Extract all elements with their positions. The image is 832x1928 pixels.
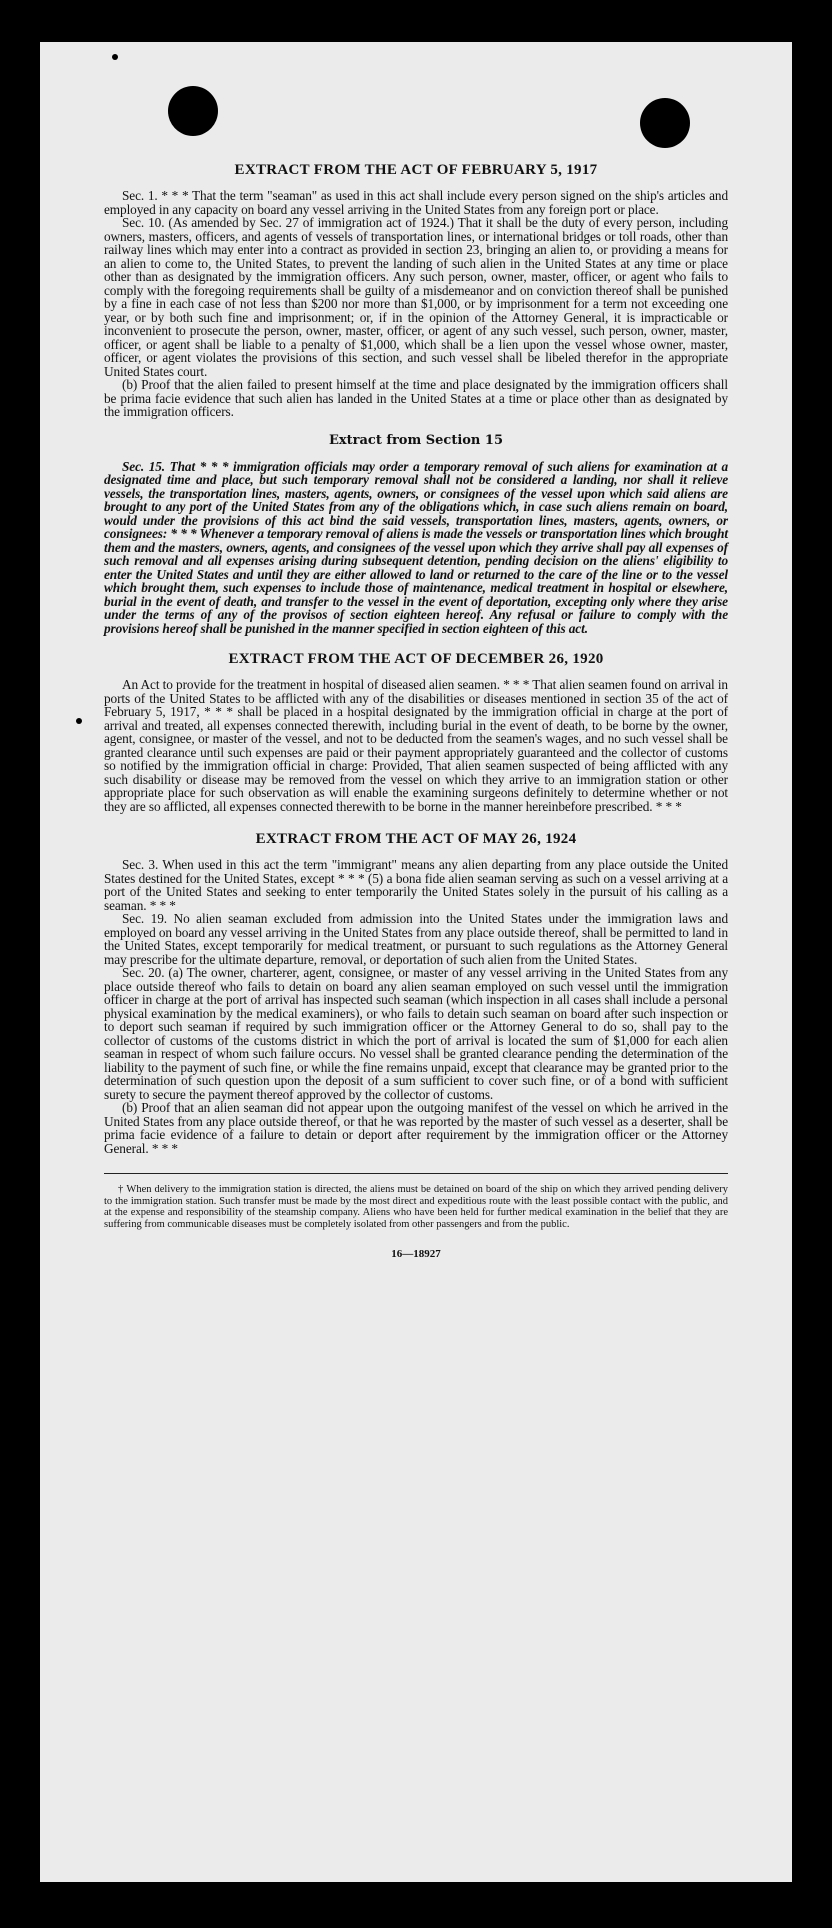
- section-15-text: Sec. 15. That * * * immigration officials may order a temporary removal of such aliens for examination at a designated time and place, but such temporary removal shall not be considered a landing, nor shall it relieve vessels, the transportation lines, masters, agents, owners, or consignees of the vessel upon which said aliens are brought to any port of the United States from any of the obligations which, in case such aliens remain on board, would under the provisions of this act bind the said vessels, transportation lines, masters, agents, owners, or consignees: * * * Whenever a temporary removal of aliens is made the vessels or transportation lines which brought them and the masters, owners, agents, and consignees of the vessel upon which they arrive shall pay all expenses of such removal and all expenses arising during subsequent detention, pending decision on the aliens' eligibility to enter the United States and until they are either allowed to land or returned to the care of the line or to the vessel which brought them, such expenses to include those of maintenance, medical treatment in hospital or elsewhere, burial in the event of death, and transfer to the vessel in the event of deportation, excepting only where they arise under the terms of any of the provisos of section eighteen hereof. Any refusal or failure to comply with the provisions hereof shall be punished in the manner specified in section eighteen of this act.: [104, 458, 728, 636]
- act-1920-text: An Act to provide for the treatment in hospital of diseased alien seamen. * * * That alien seamen found on arrival in ports of the United States to be afflicted with any of the disabilities or diseases mentioned in section 35 of the act of February 5, 1917, * * * shall be placed in a hospital designated by the immigration official in charge at the port of arrival and treated, all expenses connected therewith, including burial in the event of death, to be borne by the owner, agent, consignee, or master of the vessel, and not to be deducted from the seamen's wages, and no such vessel shall be granted clearance until such expenses are paid or their payment appropriately guaranteed and the collector of customs so notified by the immigration official in charge: Provided, That alien seamen suspected of being afflicted with any such disability or disease may be removed from the vessel on which they arrive to an immigration station or other appropriate place for such observation as will enable the examining surgeons definitely to determine whether or not they are so afflicted, all expenses connected therewith to be borne in the manner hereinbefore prescribed. * * *: [104, 677, 728, 814]
- heading-act-1920: EXTRACT FROM THE ACT OF DECEMBER 26, 1920: [228, 651, 604, 667]
- section-10-text: Sec. 10. (As amended by Sec. 27 of immigration act of 1924.) That it shall be the duty of every person, including owners, masters, officers, and agents of vessels of transportation lines, or international bridges or toll roads, other than railway lines which may enter into a contract as provided in section 23, bringing an alien to, or providing a means for an alien to come to, the United States, to prevent the landing of such alien in the United States at any time or place other than as designated by the immigration officers. Any such person, owner, master, officer, or agent who fails to comply with the foregoing requirements shall be guilty of a misdemeanor and on conviction thereof shall be punished by a fine in each case of not less than $200 nor more than $1,000, or by imprisonment for a term not exceeding one year, or by both such fine and imprisonment; or, if in the opinion of the Attorney General, it is impracticable or inconvenient to prosecute the person, owner, master, officer, or agent of any such vessel, such person, owner, master, officer, or agent shall be liable to a penalty of $1,000, which shall be a lien upon the vessel whose owner, master, officer, or agent violates the provisions of this section, and such vessel shall be libeled therefor in the appropriate United States court.: [104, 215, 728, 379]
- section-19-text: Sec. 19. No alien seaman excluded from admission into the United States under the immigration laws and employed on board any vessel arriving in the United States from any place outside thereof, shall be permitted to land in the United States, except temporarily for medical treatment, or pursuant to such regulations as the Attorney General may prescribe for the ultimate departure, removal, or deportation of such alien from the United States.: [104, 911, 728, 967]
- form-number: 16—18927: [391, 1248, 441, 1260]
- section-1-text: Sec. 1. * * * That the term "seaman" as used in this act shall include every person signed on the ship's articles and employed in any capacity on board any vessel arriving in the United States from any foreign port or place.: [104, 188, 728, 217]
- speck: [76, 718, 82, 724]
- punch-hole: [640, 98, 690, 148]
- heading-act-1917: EXTRACT FROM THE ACT OF FEBRUARY 5, 1917: [234, 162, 598, 178]
- heading-section-15: Extract from Section 15: [328, 432, 504, 448]
- footnote: † When delivery to the immigration station is directed, the aliens must be detained on board of the ship on which they arrived pending delivery to the immigration station. Such transfer must be made by the most direct and expeditious route with the least possible contact with the public, and at the expense and responsibility of the steamship company. Aliens who have been held for further medical examination in the belief that they are suffering from communicable diseases must be completely isolated from other passengers and from the public.: [104, 1184, 728, 1230]
- section-20b-text: (b) Proof that an alien seaman did not appear upon the outgoing manifest of the vessel on which he arrived in the United States from any place outside thereof, or that he was reported by the master of such vessel as a deserter, shall be prima facie evidence of a failure to detain or deport after requirement by the immigration officer or the Attorney General. * * *: [104, 1100, 728, 1156]
- speck: [112, 54, 118, 60]
- punch-hole: [168, 86, 218, 136]
- section-10b-text: (b) Proof that the alien failed to present himself at the time and place designated by the immigration officers shall be prima facie evidence that such alien has landed in the United States at a time or place other than as designated by the immigration officers.: [104, 377, 728, 419]
- heading-act-1924: EXTRACT FROM THE ACT OF MAY 26, 1924: [255, 831, 577, 847]
- divider: [104, 1173, 728, 1174]
- section-20a-text: Sec. 20. (a) The owner, charterer, agent, consignee, or master of any vessel arriving in the United States from any place outside thereof who fails to detain on board any alien seaman employed on such vessel until the immigration officer in charge at the port of arrival has inspected such seaman (which inspection in all cases shall include a personal physical examination by the medical examiners), or who fails to detain such seaman on board after such inspection or to deport such seaman if required by such immigration officer or the Attorney General to do so, shall pay to the collector of customs of the customs district in which the port of arrival is located the sum of $1,000 for each alien seaman in respect of whom such failure occurs. No vessel shall be granted clearance pending the determination of the liability to the payment of such fine, or while the fine remains unpaid, except that clearance may be granted prior to the determination of such question upon the deposit of a sum sufficient to cover such fine, or of a bond with sufficient surety to secure the payment thereof approved by the collector of customs.: [104, 965, 728, 1102]
- document-page: [40, 42, 792, 1882]
- section-3-text: Sec. 3. When used in this act the term "immigrant" means any alien departing from any place outside the United States destined for the United States, except * * * (5) a bona fide alien seaman serving as such on a vessel arriving at a port of the United States and seeking to enter temporarily the United States solely in the pursuit of his calling as a seaman. * * *: [104, 857, 728, 913]
